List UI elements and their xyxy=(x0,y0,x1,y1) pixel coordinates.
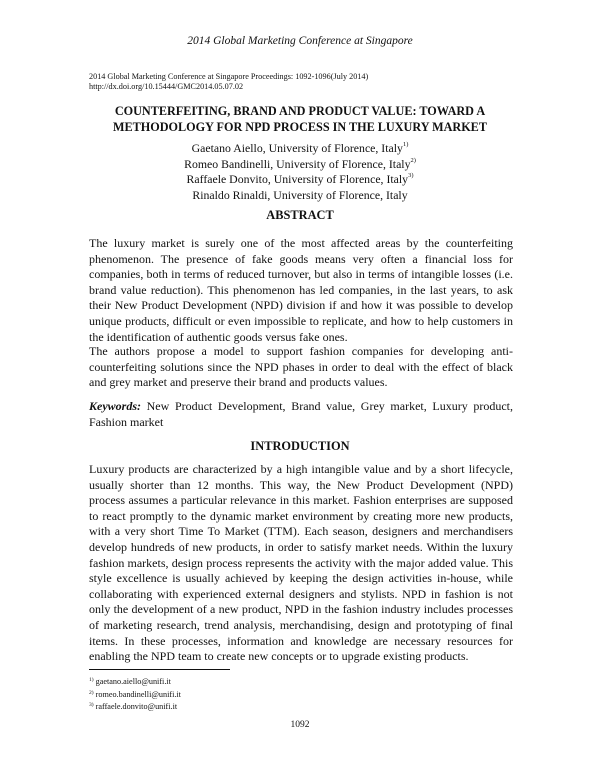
author-name: Romeo Bandinelli, University of Florence, Italy xyxy=(184,156,411,171)
author-line xyxy=(60,157,540,173)
page-number: 1092 xyxy=(290,720,310,730)
title-line-1: COUNTERFEITING, BRAND AND PRODUCT VALUE: TOWARD A xyxy=(114,104,486,118)
abstract-paragraph-2: The authors propose a model to support fashion companies for developing anti-counterfeiting solutions since the NPD phases in order to deal with the effect of black and grey market and preserve their brand and products values. xyxy=(89,344,513,390)
author-line xyxy=(60,188,540,204)
author-name: Gaetano Aiello, University of Florence, Italy xyxy=(191,141,403,155)
footnote-email: raffaele.donvito@unifi.it xyxy=(93,702,178,711)
keywords-text: New Product Development, Brand value, Grey market, Luxury product, Fashion market xyxy=(89,399,513,429)
abstract-heading: ABSTRACT xyxy=(266,208,334,222)
footnote-divider xyxy=(89,669,230,670)
footnote-email: romeo.bandinelli@unifi.it xyxy=(93,689,181,699)
footnote xyxy=(89,676,389,689)
author-name: Rinaldo Rinaldi, University of Florence, Italy xyxy=(192,187,408,202)
footnote-marker: 2) xyxy=(410,156,416,164)
proceedings-citation: 2014 Global Marketing Conference at Singapore Proceedings: 1092-1096(July 2014) xyxy=(89,72,369,81)
doi-link[interactable]: http://dx.doi.org/10.15444/GMC2014.05.07.02 xyxy=(89,82,244,91)
footnote-marker: 2) xyxy=(89,689,94,696)
footnote-marker: 1) xyxy=(402,141,409,148)
title-line-2: METHODOLOGY FOR NPD PROCESS IN THE LUXURY MARKET xyxy=(113,120,487,134)
abstract-paragraph-1: The luxury market is surely one of the most affected areas by the counterfeiting phenomenon. The presence of fake goods means very often a financial loss for companies, both in terms of reduced turnover, but also in terms of intangible losses (i.e. brand value reduction). This phenomenon has led companies, in the last years, to ask their New Product Development (NPD) division if and how it was possible to develop unique products, difficult or even impossible to replicate, and how to help customers in the identification of authentic goods versus fake ones. xyxy=(89,236,513,344)
author-name: Raffaele Donvito, University of Florence, Italy xyxy=(186,172,409,186)
author-line xyxy=(60,141,540,157)
footnote xyxy=(89,689,389,702)
footnotes xyxy=(89,676,389,714)
footnote-marker: 3) xyxy=(89,702,94,708)
footnote-email: gaetano.aiello@unifi.it xyxy=(93,677,171,686)
footnote xyxy=(89,701,389,714)
footnote-marker: 3) xyxy=(408,172,414,179)
paper-title xyxy=(60,103,540,135)
proceedings-info xyxy=(89,72,519,92)
introduction-heading: INTRODUCTION xyxy=(250,439,350,453)
author-list xyxy=(60,141,540,203)
introduction-paragraph-1: Luxury products are characterized by a high intangible value and by a short lifecycle, usually shorter than 12 months. This way, the New Product Development (NPD) process assumes a particular relevance in this market. Fashion enterprises are supposed to react promptly to the dynamic market environment by creating more new products, with a very short Time To Market (TTM). Each season, designers and merchandisers develop hundreds of new products, in order to satisfy market needs. Within the luxury fashion markets, design process represents the activity with the major added value. This style excellence is usually achieved by keeping the design activities in-house, while collaborating with experienced external designers and stylists. NPD in fashion is not only the development of a new product, NPD in the fashion industry includes processes of marketing research, trend analysis, merchandising, design and prototyping of final items. In these processes, information and knowledge are necessary resources for enabling the NPD team to create new concepts or to upgrade existing products. xyxy=(89,462,513,664)
author-line xyxy=(60,172,540,188)
keywords-label: Keywords: xyxy=(89,399,141,413)
running-head: 2014 Global Marketing Conference at Singapore xyxy=(187,35,413,47)
keywords xyxy=(89,399,513,430)
footnote-marker: 1) xyxy=(89,677,94,683)
